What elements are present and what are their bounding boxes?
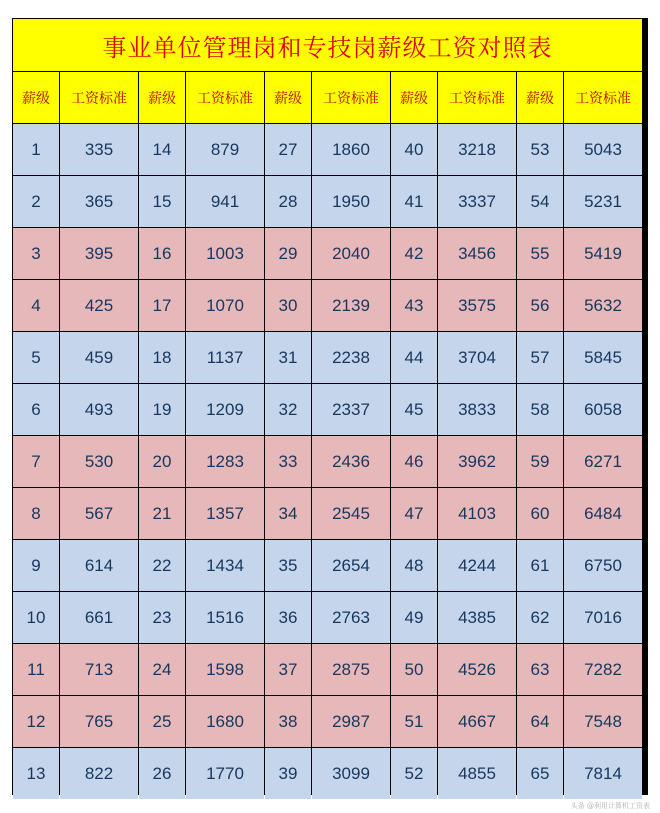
grade-cell: 21 bbox=[139, 488, 185, 539]
salary-cell: 3962 bbox=[438, 436, 516, 487]
grade-cell: 17 bbox=[139, 280, 185, 331]
salary-cell: 1516 bbox=[186, 592, 264, 643]
grade-cell: 7 bbox=[13, 436, 59, 487]
grade-cell: 23 bbox=[139, 592, 185, 643]
salary-cell: 7548 bbox=[564, 696, 642, 747]
grade-cell: 8 bbox=[13, 488, 59, 539]
grade-cell: 33 bbox=[265, 436, 311, 487]
salary-cell: 2654 bbox=[312, 540, 390, 591]
salary-cell: 567 bbox=[60, 488, 138, 539]
salary-cell: 2875 bbox=[312, 644, 390, 695]
salary-cell: 822 bbox=[60, 748, 138, 799]
table-title: 事业单位管理岗和专技岗薪级工资对照表 bbox=[13, 19, 642, 71]
salary-cell: 3456 bbox=[438, 228, 516, 279]
grade-cell: 64 bbox=[517, 696, 563, 747]
salary-cell: 5043 bbox=[564, 124, 642, 175]
grade-cell: 32 bbox=[265, 384, 311, 435]
salary-table bbox=[12, 18, 648, 795]
header-grade: 薪级 bbox=[265, 72, 311, 123]
watermark: 头条 @利用计算机工资表 bbox=[570, 802, 650, 810]
salary-cell: 879 bbox=[186, 124, 264, 175]
salary-cell: 6058 bbox=[564, 384, 642, 435]
grade-cell: 4 bbox=[13, 280, 59, 331]
salary-cell: 2987 bbox=[312, 696, 390, 747]
grade-cell: 19 bbox=[139, 384, 185, 435]
grade-cell: 40 bbox=[391, 124, 437, 175]
salary-cell: 1357 bbox=[186, 488, 264, 539]
grade-cell: 63 bbox=[517, 644, 563, 695]
grade-cell: 42 bbox=[391, 228, 437, 279]
header-standard: 工资标准 bbox=[438, 72, 516, 123]
header-grade: 薪级 bbox=[517, 72, 563, 123]
grade-cell: 56 bbox=[517, 280, 563, 331]
grade-cell: 14 bbox=[139, 124, 185, 175]
grade-cell: 46 bbox=[391, 436, 437, 487]
salary-cell: 4244 bbox=[438, 540, 516, 591]
salary-cell: 4667 bbox=[438, 696, 516, 747]
salary-cell: 765 bbox=[60, 696, 138, 747]
salary-cell: 2436 bbox=[312, 436, 390, 487]
header-standard: 工资标准 bbox=[186, 72, 264, 123]
salary-cell: 1680 bbox=[186, 696, 264, 747]
grade-cell: 53 bbox=[517, 124, 563, 175]
header-grade: 薪级 bbox=[13, 72, 59, 123]
salary-cell: 3099 bbox=[312, 748, 390, 799]
salary-cell: 1434 bbox=[186, 540, 264, 591]
salary-cell: 1003 bbox=[186, 228, 264, 279]
grade-cell: 44 bbox=[391, 332, 437, 383]
header-standard: 工资标准 bbox=[60, 72, 138, 123]
grade-cell: 11 bbox=[13, 644, 59, 695]
salary-cell: 3833 bbox=[438, 384, 516, 435]
salary-cell: 493 bbox=[60, 384, 138, 435]
grade-cell: 62 bbox=[517, 592, 563, 643]
grade-cell: 45 bbox=[391, 384, 437, 435]
grade-cell: 43 bbox=[391, 280, 437, 331]
salary-cell: 4103 bbox=[438, 488, 516, 539]
grade-cell: 12 bbox=[13, 696, 59, 747]
salary-cell: 1070 bbox=[186, 280, 264, 331]
grade-cell: 30 bbox=[265, 280, 311, 331]
salary-cell: 3337 bbox=[438, 176, 516, 227]
grade-cell: 28 bbox=[265, 176, 311, 227]
salary-cell: 7282 bbox=[564, 644, 642, 695]
salary-cell: 661 bbox=[60, 592, 138, 643]
salary-cell: 1283 bbox=[186, 436, 264, 487]
salary-cell: 3704 bbox=[438, 332, 516, 383]
grade-cell: 41 bbox=[391, 176, 437, 227]
grade-cell: 65 bbox=[517, 748, 563, 799]
grade-cell: 22 bbox=[139, 540, 185, 591]
header-standard: 工资标准 bbox=[564, 72, 642, 123]
grade-cell: 47 bbox=[391, 488, 437, 539]
salary-cell: 1860 bbox=[312, 124, 390, 175]
salary-cell: 4526 bbox=[438, 644, 516, 695]
grade-cell: 35 bbox=[265, 540, 311, 591]
salary-cell: 713 bbox=[60, 644, 138, 695]
salary-cell: 5231 bbox=[564, 176, 642, 227]
salary-cell: 5845 bbox=[564, 332, 642, 383]
grade-cell: 36 bbox=[265, 592, 311, 643]
salary-cell: 6271 bbox=[564, 436, 642, 487]
grade-cell: 29 bbox=[265, 228, 311, 279]
salary-cell: 2238 bbox=[312, 332, 390, 383]
grade-cell: 20 bbox=[139, 436, 185, 487]
salary-cell: 395 bbox=[60, 228, 138, 279]
grade-cell: 16 bbox=[139, 228, 185, 279]
grade-cell: 15 bbox=[139, 176, 185, 227]
grade-cell: 49 bbox=[391, 592, 437, 643]
grade-cell: 3 bbox=[13, 228, 59, 279]
salary-cell: 7016 bbox=[564, 592, 642, 643]
grade-cell: 18 bbox=[139, 332, 185, 383]
grade-cell: 9 bbox=[13, 540, 59, 591]
grade-cell: 57 bbox=[517, 332, 563, 383]
salary-cell: 5419 bbox=[564, 228, 642, 279]
salary-cell: 614 bbox=[60, 540, 138, 591]
grade-cell: 5 bbox=[13, 332, 59, 383]
grade-cell: 55 bbox=[517, 228, 563, 279]
salary-cell: 425 bbox=[60, 280, 138, 331]
salary-cell: 5632 bbox=[564, 280, 642, 331]
header-grade: 薪级 bbox=[139, 72, 185, 123]
salary-cell: 1950 bbox=[312, 176, 390, 227]
salary-cell: 2040 bbox=[312, 228, 390, 279]
salary-cell: 7814 bbox=[564, 748, 642, 799]
grade-cell: 13 bbox=[13, 748, 59, 799]
grade-cell: 31 bbox=[265, 332, 311, 383]
header-grade: 薪级 bbox=[391, 72, 437, 123]
grade-cell: 59 bbox=[517, 436, 563, 487]
grade-cell: 34 bbox=[265, 488, 311, 539]
grade-cell: 54 bbox=[517, 176, 563, 227]
salary-cell: 1137 bbox=[186, 332, 264, 383]
grade-cell: 52 bbox=[391, 748, 437, 799]
salary-cell: 2337 bbox=[312, 384, 390, 435]
salary-cell: 6750 bbox=[564, 540, 642, 591]
salary-cell: 3575 bbox=[438, 280, 516, 331]
salary-cell: 4855 bbox=[438, 748, 516, 799]
salary-cell: 4385 bbox=[438, 592, 516, 643]
grade-cell: 26 bbox=[139, 748, 185, 799]
grade-cell: 48 bbox=[391, 540, 437, 591]
grade-cell: 25 bbox=[139, 696, 185, 747]
salary-cell: 2763 bbox=[312, 592, 390, 643]
grade-cell: 60 bbox=[517, 488, 563, 539]
grade-cell: 10 bbox=[13, 592, 59, 643]
grade-cell: 37 bbox=[265, 644, 311, 695]
salary-cell: 941 bbox=[186, 176, 264, 227]
grade-cell: 50 bbox=[391, 644, 437, 695]
salary-cell: 365 bbox=[60, 176, 138, 227]
salary-cell: 1209 bbox=[186, 384, 264, 435]
grade-cell: 51 bbox=[391, 696, 437, 747]
salary-cell: 2139 bbox=[312, 280, 390, 331]
grade-cell: 6 bbox=[13, 384, 59, 435]
salary-cell: 6484 bbox=[564, 488, 642, 539]
salary-cell: 1598 bbox=[186, 644, 264, 695]
grade-cell: 27 bbox=[265, 124, 311, 175]
grade-cell: 1 bbox=[13, 124, 59, 175]
header-standard: 工资标准 bbox=[312, 72, 390, 123]
salary-cell: 3218 bbox=[438, 124, 516, 175]
grade-cell: 38 bbox=[265, 696, 311, 747]
salary-cell: 1770 bbox=[186, 748, 264, 799]
salary-cell: 530 bbox=[60, 436, 138, 487]
grade-cell: 39 bbox=[265, 748, 311, 799]
grade-cell: 24 bbox=[139, 644, 185, 695]
grade-cell: 2 bbox=[13, 176, 59, 227]
salary-cell: 2545 bbox=[312, 488, 390, 539]
grade-cell: 58 bbox=[517, 384, 563, 435]
salary-cell: 335 bbox=[60, 124, 138, 175]
grade-cell: 61 bbox=[517, 540, 563, 591]
salary-cell: 459 bbox=[60, 332, 138, 383]
